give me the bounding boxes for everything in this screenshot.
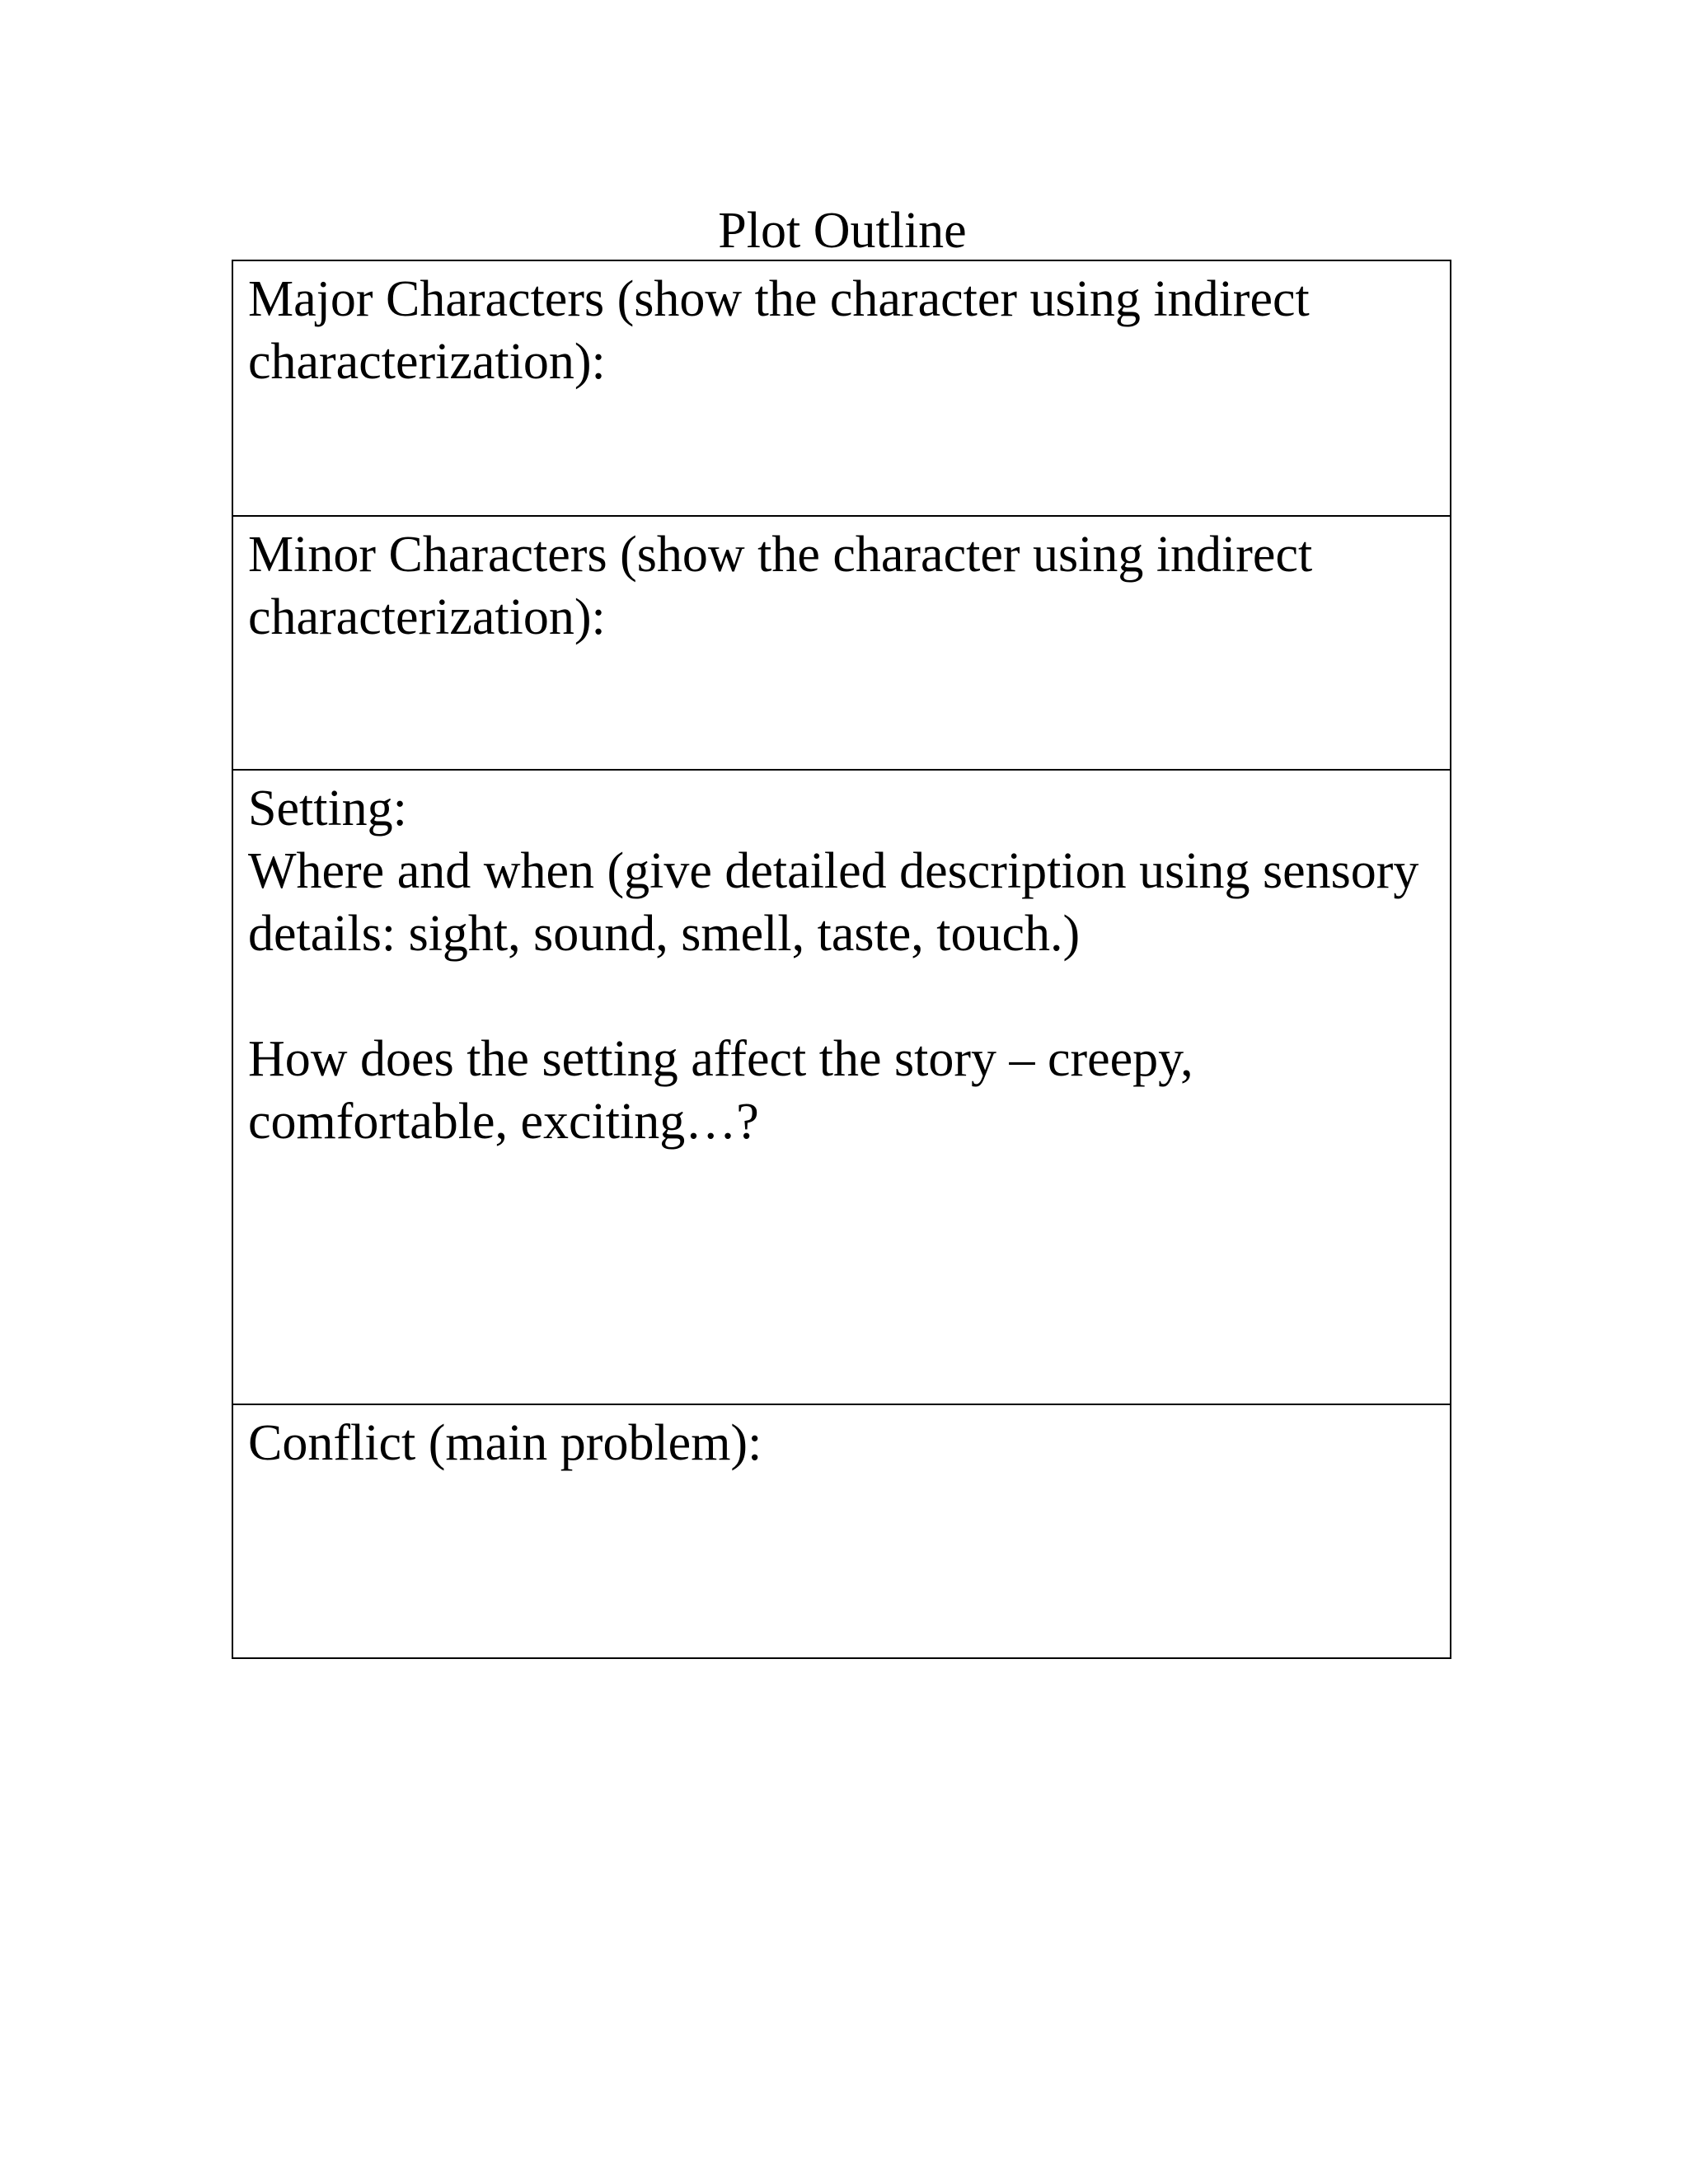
setting-cell[interactable] [232, 770, 1451, 1404]
setting-where-when-prompt: Where and when (give detailed description using sensory details: sight, sound, smell, taste, touch.) [248, 843, 1432, 962]
page-title: Plot Outline [718, 203, 967, 259]
setting-effect-prompt: How does the setting affect the story – creepy, comfortable, exciting…? [248, 1031, 1207, 1150]
minor-characters-prompt: Minor Characters (show the character using indirect characterization): [248, 527, 1325, 645]
setting-heading: Setting: [248, 780, 407, 837]
major-characters-prompt: Major Characters (show the character using indirect characterization): [248, 271, 1323, 390]
setting-row [232, 770, 1451, 1404]
conflict-row [232, 1404, 1451, 1658]
setting-spacer [248, 965, 1435, 1028]
plot-outline-table [232, 260, 1451, 1659]
major-characters-row [232, 260, 1451, 516]
minor-characters-cell[interactable] [232, 516, 1451, 770]
conflict-cell[interactable] [232, 1404, 1451, 1658]
minor-characters-row [232, 516, 1451, 770]
conflict-prompt: Conflict (main problem): [248, 1415, 762, 1471]
major-characters-cell[interactable] [232, 260, 1451, 516]
